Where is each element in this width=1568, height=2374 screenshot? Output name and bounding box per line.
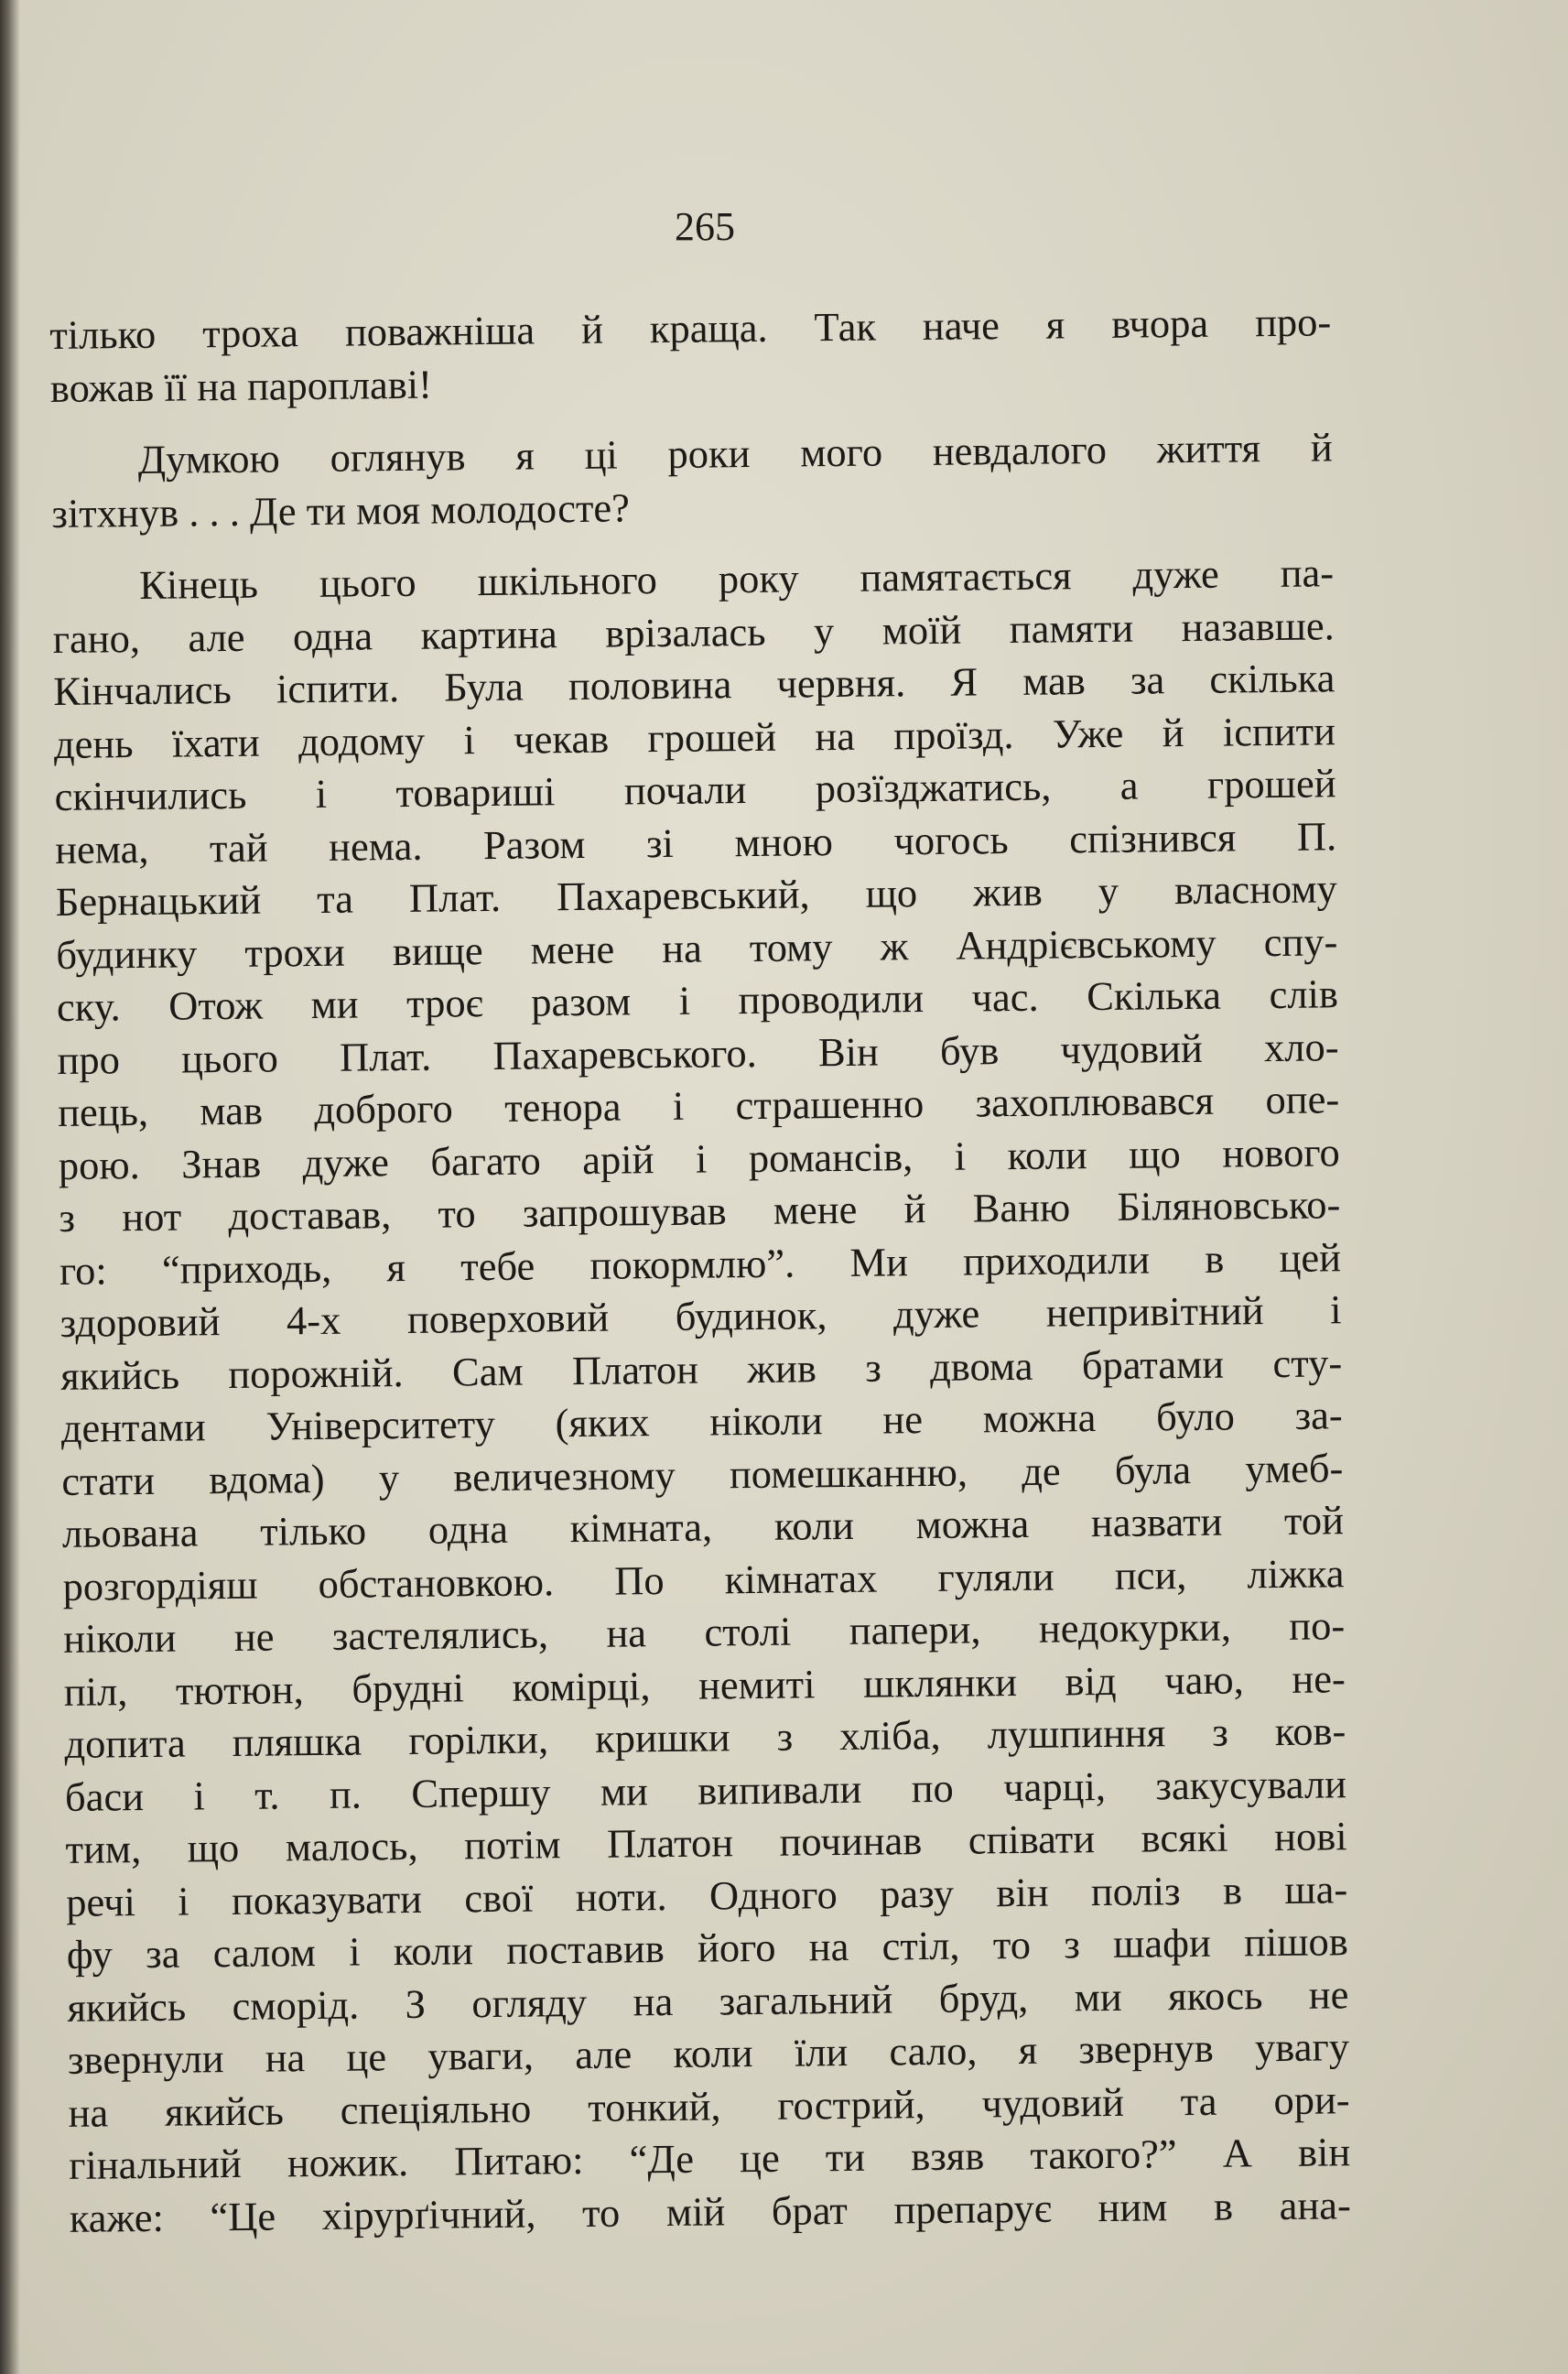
body-text	[49, 296, 1351, 2245]
text-line: здоровий 4-х поверховий будинок, дуже непривітний і	[59, 1286, 1342, 1346]
text-line: Кінчались іспити. Була половина червня. Я мав за скілька	[53, 655, 1336, 714]
text-line: Бернацький та Плат. Пахаревський, що жив у власному	[55, 865, 1337, 925]
text-line: дентами Університету (яких ніколи не можна було за-	[60, 1392, 1343, 1451]
text-line: баси і т. п. Спершу ми випивали по чарці, закусували	[64, 1760, 1347, 1820]
paragraph	[52, 547, 1351, 2245]
text-line: тим, що малось, потім Платон починав співати всякі нові	[65, 1813, 1347, 1872]
text-line: го: “приходь, я тебе покормлю”. Ми приходили в цей	[59, 1233, 1342, 1294]
text-line: зітхнув . . . Де ти моя молодосте?	[51, 483, 631, 537]
text-line: гано, але одна картина врізалась у моїй памяти назавше.	[52, 602, 1335, 662]
paragraph	[49, 296, 1332, 415]
text-line: каже: “Це хірурґічний, то мій брат препарує ним в ана-	[69, 2181, 1352, 2241]
text-line: скінчились і товариші почали розїзджатись, а грошей	[54, 760, 1336, 819]
text-line: день їхати додому і чекав грошей на проїзд. Уже й іспити	[53, 707, 1336, 767]
text-line: вожав її на пароплаві!	[49, 361, 433, 411]
text-line: будинку трохи вище мене на тому ж Андрієвському спу-	[56, 917, 1338, 978]
text-line: Кінець цього шкільного року памятається дуже па-	[138, 549, 1335, 608]
book-spine-shadow	[0, 0, 20, 2374]
text-line: піл, тютюн, брудні комірці, немиті шклянки від чаю, не-	[63, 1654, 1346, 1715]
text-line: гінальний ножик. Питаю: “Де це ти взяв такого?” А він	[68, 2129, 1351, 2188]
text-line: речі і показувати свої ноти. Одного разу він поліз в ша-	[65, 1865, 1348, 1925]
page-number: 265	[675, 204, 735, 249]
text-line: пець, мав доброго тенора і страшенно захоплювався опе-	[57, 1076, 1340, 1135]
paragraph	[50, 421, 1333, 540]
text-line: ску. Отож ми троє разом і проводили час. Скілька слів	[56, 970, 1339, 1030]
text-line: ніколи не застелялись, на столі папери, недокурки, по-	[62, 1602, 1346, 1662]
text-line: тілько троха поважніша й краща. Так наче я вчора про-	[49, 298, 1332, 358]
text-line: розгордіяш обстановкою. По кімнатах гуляли пси, ліжка	[62, 1549, 1345, 1610]
text-line: стати вдома) у величезному помешканню, де була умеб-	[61, 1444, 1344, 1504]
text-line: з нот доставав, то запрошував мене й Ваню Біляновсько-	[59, 1181, 1341, 1241]
text-line: допита пляшка горілки, кришки з хліба, лушпиння з ков-	[64, 1707, 1346, 1767]
text-line: на якийсь спеціяльно тонкий, гострий, чудовий та ори-	[68, 2076, 1350, 2136]
text-line: нема, тай нема. Разом зі мною чогось спізнився П.	[54, 812, 1337, 873]
text-line: якийсь порожній. Сам Платон жив з двома братами сту-	[59, 1339, 1343, 1399]
text-line: якийсь сморід. З огляду на загальний бруд, ми якось не	[67, 1970, 1349, 2031]
text-line: рою. Знав дуже багато арій і романсів, і коли що нового	[58, 1128, 1340, 1188]
text-line: фу за салом і коли поставив його на стіл, то з шафи пішов	[66, 1918, 1349, 1978]
text-line: Думкою оглянув я ці роки мого невдалого життя й	[137, 424, 1333, 482]
text-line: про цього Плат. Пахаревського. Він був чудовий хло-	[57, 1023, 1339, 1083]
text-line: льована тілько одна кімната, коли можна назвати той	[61, 1497, 1345, 1556]
text-line: звернули на це уваги, але коли їли сало, я звернув увагу	[67, 2023, 1350, 2083]
